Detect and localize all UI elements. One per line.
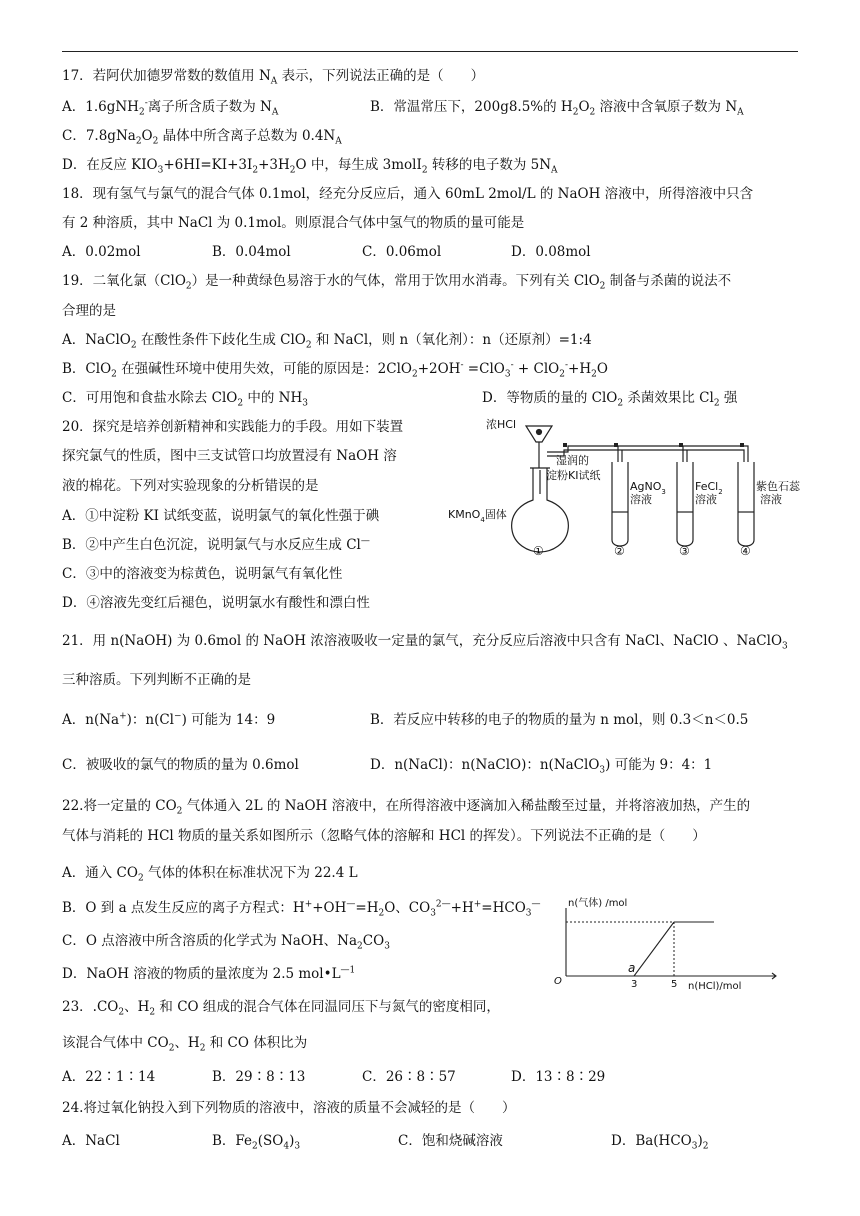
q19-option-b: B．ClO$_2$ 在强碱性环境中使用失效，可能的原因是：$2ClO_2+2OH^- =ClO_3^- + ClO_2^-+H_2O$ — [62, 360, 608, 380]
label-litmus-solution: 溶液 — [760, 493, 782, 506]
graph-origin-label: O — [554, 976, 562, 987]
q18-option-b: B．0.04mol — [212, 244, 291, 260]
label-apparatus-4: ④ — [740, 544, 751, 558]
q17-option-d: D．在反应 $KIO_3+6HI=KI+3I_2+3H_2O$ 中，每生成 3molI$_2$ 转移的电子数为 $5N_A$ — [62, 157, 558, 176]
gas-vs-hcl-graph — [548, 896, 780, 992]
q23-option-d: D．13∶8∶29 — [511, 1069, 606, 1085]
q22-option-d: D．NaOH 溶液的物质的量浓度为 2.5 $mol•L^{—1}$ — [62, 965, 356, 982]
q22-option-c: C．O 点溶液中所含溶质的化学式为 NaOH、$Na_2CO_3$ — [62, 933, 390, 952]
q21-stem-line2: 三种溶质。下列判断不正确的是 — [62, 672, 251, 688]
q23-stem-line1: 23．$.CO_2$、$H_2$ 和 CO 组成的混合气体在同温同压下与氮气的密度相同， — [62, 999, 500, 1018]
q24-option-c: C．饱和烧碱溶液 — [398, 1133, 503, 1149]
q18-option-c: C．0.06mol — [362, 244, 442, 260]
q22-option-a: A．通入 $CO_2$ 气体的体积在标准状况下为 22.4 L — [62, 865, 358, 884]
q21-option-b: B．若反应中转移的电子的物质的量为 n mol，则 0.3＜n＜0.5 — [370, 712, 749, 728]
label-fecl2: FeCl$_2$ — [695, 480, 723, 496]
label-fecl2-solution: 溶液 — [695, 493, 717, 506]
q23-option-b: B．29∶8∶13 — [212, 1069, 306, 1085]
label-apparatus-1: ① — [533, 544, 544, 558]
q20-stem-line1: 20．探究是培养创新精神和实践能力的手段。用如下装置 — [62, 419, 404, 435]
label-apparatus-2: ② — [614, 544, 625, 558]
q18-stem-line2: 有 2 种溶质，其中 NaCl 为 0.1mol。则原混合气体中氢气的物质的量可能是 — [62, 215, 525, 231]
q18-option-a: A．0.02mol — [62, 244, 141, 260]
q22-stem-line2: 气体与消耗的 HCl 物质的量关系如图所示（忽略气体的溶解和 HCl 的挥发）。下列说法不正确的是（ ） — [62, 828, 706, 844]
q19-stem-line2: 合理的是 — [62, 303, 116, 319]
label-ki-paper-1: 湿润的 — [556, 454, 589, 467]
q20-stem-line3: 液的棉花。下列对实验现象的分析错误的是 — [62, 478, 319, 494]
q20-option-b: B．②中产生白色沉淀，说明氯气与水反应生成 Cl— — [62, 536, 370, 553]
q19-option-c: C．可用饱和食盐水除去 ClO$_2$ 中的 $NH_3$ — [62, 390, 308, 409]
q24-option-d: D．$Ba(HCO_3)_2$ — [611, 1133, 709, 1152]
label-litmus: 紫色石蕊 — [756, 480, 800, 493]
q21-stem-line1: 21．用 n(NaOH) 为 0.6mol 的 NaOH 浓溶液吸收一定量的氯气，充分反应后溶液中只含有 NaCl、NaClO 、NaClO$_3$ — [62, 633, 788, 652]
q18-option-d: D．0.08mol — [511, 244, 591, 260]
q21-option-d: D．n(NaCl)：n(NaClO)：n(NaClO$_3$) 可能为 9：4：1 — [370, 757, 713, 776]
label-apparatus-3: ③ — [679, 544, 690, 558]
q17-stem: 17．若阿伏加德罗常数的数值用 $N_A$ 表示，下列说法正确的是（ ） — [62, 68, 485, 87]
q24-stem: 24.将过氧化钠投入到下列物质的溶液中，溶液的质量不会减轻的是（ ） — [62, 1100, 516, 1116]
q24-option-b: B．$Fe_2(SO_4)_3$ — [212, 1133, 301, 1152]
q21-option-a: A．n(Na+)：n(Cl−) 可能为 14：9 — [62, 711, 276, 728]
q21-option-c: C．被吸收的氯气的物质的量为 0.6mol — [62, 757, 299, 773]
label-kmno4: KMnO$_4$固体 — [448, 508, 507, 524]
header-rule — [62, 51, 798, 52]
graph-point-a: a — [628, 961, 636, 975]
q23-option-c: C．26∶8∶57 — [362, 1069, 456, 1085]
q24-option-a: A．NaCl — [62, 1133, 120, 1149]
label-ki-paper-2: 淀粉KI试纸 — [546, 469, 601, 482]
label-conc-hcl: 浓HCl — [486, 418, 517, 431]
q19-option-a: A．NaClO$_2$ 在酸性条件下歧化生成 ClO$_2$ 和 NaCl，则 n（氧化剂）：n（还原剂）=1:4 — [62, 332, 592, 351]
q20-option-c: C．③中的溶液变为棕黄色，说明氯气有氧化性 — [62, 566, 343, 582]
q17-option-b: B．常温常压下，200g8.5%的 $H_2O_2$ 溶液中含氧原子数为 $N_A$ — [370, 99, 744, 118]
q23-stem-line2: 该混合气体中 $CO_2$、$H_2$ 和 CO 体积比为 — [62, 1035, 308, 1054]
graph-y-label: n(气体) /mol — [568, 898, 628, 909]
q20-option-a: A．①中淀粉 KI 试纸变蓝，说明氯气的氧化性强于碘 — [62, 508, 380, 524]
q17-option-a: A．1.6gNH$_2$-离子所含质子数为 $N_A$ — [62, 98, 279, 118]
graph-tick-3: 3 — [631, 979, 638, 990]
q19-option-d: D．等物质的量的 ClO$_2$ 杀菌效果比 $Cl_2$ 强 — [482, 390, 738, 409]
label-agno3-solution: 溶液 — [630, 493, 652, 506]
q20-option-d: D．④溶液先变红后褪色，说明氯水有酸性和漂白性 — [62, 595, 370, 611]
label-agno3: AgNO$_3$ — [630, 480, 666, 496]
q17-option-c: C．$7.8gNa_2O_2$ 晶体中所含离子总数为 $0.4N_A$ — [62, 128, 342, 147]
graph-x-label: n(HCl)/mol — [688, 981, 742, 992]
q18-stem-line1: 18．现有氢气与氯气的混合气体 0.1mol，经充分反应后，通入 60mL 2mol/L 的 NaOH 溶液中，所得溶液中只含 — [62, 186, 754, 202]
graph-tick-5: 5 — [671, 979, 678, 990]
q22-stem-line1: 22.将一定量的 $CO_2$ 气体通入 2L 的 NaOH 溶液中，在所得溶液中逐滴加入稀盐酸至过量，并将溶液加热，产生的 — [62, 798, 751, 817]
q20-stem-line2: 探究氯气的性质，图中三支试管口均放置浸有 NaOH 溶 — [62, 448, 397, 464]
q22-option-b: B．O 到 a 点发生反应的离子方程式：$H^++OH^—=H_2O$、$CO_3^{2—}+H^+=HCO_3^—$ — [62, 899, 541, 919]
q19-stem-line1: 19．二氧化氯（ClO$_2$）是一种黄绿色易溶于水的气体，常用于饮用水消毒。下列有关 ClO$_2$ 制备与杀菌的说法不 — [62, 273, 732, 292]
chlorine-apparatus-figure — [448, 412, 808, 558]
q23-option-a: A．22∶1∶14 — [62, 1069, 156, 1085]
